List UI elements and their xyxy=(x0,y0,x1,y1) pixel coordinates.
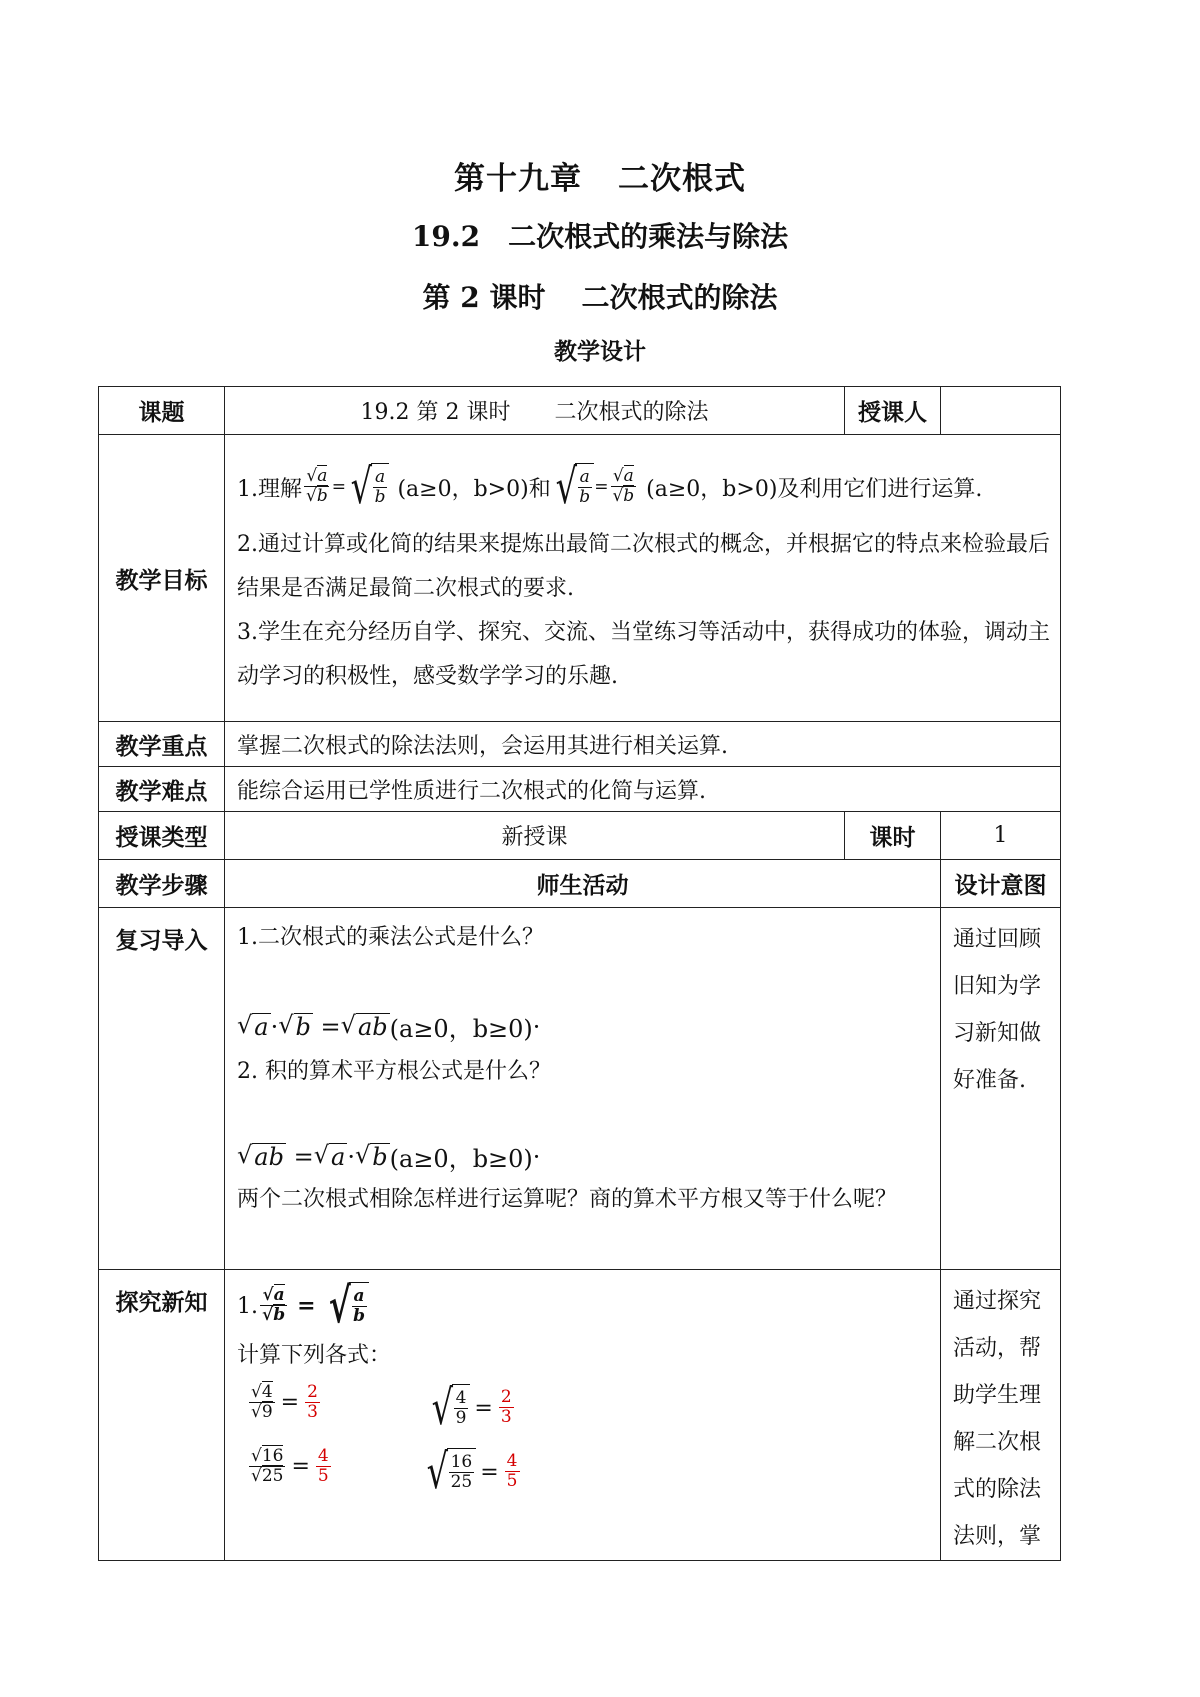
exercise-2-left: $\frac{√16}{√25}$ = $\frac{4}{5}$ xyxy=(251,1446,329,1486)
explore-row xyxy=(99,1270,1061,1561)
key-row xyxy=(99,722,1061,767)
formula-product-rule: √ a · √ b = √ ab (a≥0，b≥0) · xyxy=(237,1010,541,1043)
chapter-title: 第十九章 二次根式 xyxy=(454,161,746,197)
lesson-plan-table xyxy=(98,386,1061,1561)
review-content xyxy=(225,908,941,1270)
review-label: 复习导入 xyxy=(99,908,225,1270)
review-q3: 两个二次根式相除怎样进行运算呢？商的算术平方根又等于什么呢？ xyxy=(237,1187,898,1212)
goal-content xyxy=(225,435,1061,722)
steps-header-row xyxy=(99,860,1061,908)
explore-formula: 1. $\frac{√a}{√b}$ = √ $\frac{a}{b}$ xyxy=(237,1278,932,1334)
steps-label: 教学步骤 xyxy=(99,860,225,908)
topic-label: 课题 xyxy=(99,387,225,435)
goal-1: 1.理解 $\frac{√a}{√b}$ = √ $\frac{a}{b}$ (a≥0，b>0)和 √ $\frac{a}{b}$ = $\frac{√a}{√b}$ (a≥0，b>0)及利用它们进行运算. xyxy=(237,459,983,515)
type-value: 新授课 xyxy=(225,812,845,860)
goal-row xyxy=(99,435,1061,722)
goal-2: 2.通过计算或化简的结果来提炼出最简二次根式的概念，并根据它的特点来检验最后结果是否满足最简二次根式的要求. xyxy=(237,532,1050,601)
key-value: 掌握二次根式的除法法则，会运用其进行相关运算. xyxy=(225,722,1061,767)
difficult-row xyxy=(99,767,1061,812)
type-label: 授课类型 xyxy=(99,812,225,860)
review-q2: 2. 积的算术平方根公式是什么？ xyxy=(237,1059,551,1084)
difficult-label: 教学难点 xyxy=(99,767,225,812)
explore-content xyxy=(225,1270,941,1561)
intent-label: 设计意图 xyxy=(941,860,1061,908)
explore-compute-label: 计算下列各式： xyxy=(237,1343,392,1368)
review-q1: 1.二次根式的乘法公式是什么？ xyxy=(237,925,544,950)
teacher-label: 授课人 xyxy=(845,387,941,435)
review-intent: 通过回顾旧知为学习新知做好准备. xyxy=(941,908,1061,1270)
lesson-title: 第 2 课时 二次根式的除法 xyxy=(422,281,778,314)
topic-value: 19.2 第 2 课时 二次根式的除法 xyxy=(225,387,845,435)
formula-quotient-rule-reverse: √ $\frac{a}{b}$ = $\frac{√a}{√b}$ xyxy=(555,459,635,515)
review-row xyxy=(99,908,1061,1270)
exercise-1-right: √ $\frac{4}{9}$ = $\frac{2}{3}$ xyxy=(431,1380,512,1436)
difficult-value: 能综合运用已学性质进行二次根式的化简与运算. xyxy=(225,767,1061,812)
exercise-1-left: $\frac{√4}{√9}$ = $\frac{2}{3}$ xyxy=(251,1382,318,1422)
formula-quotient-rule: $\frac{√a}{√b}$ = √ $\frac{a}{b}$ xyxy=(302,463,389,511)
key-label: 教学重点 xyxy=(99,722,225,767)
formula-product-root: √ ab = √ a · √ b (a≥0，b≥0) · xyxy=(237,1140,541,1173)
goal-label: 教学目标 xyxy=(99,435,225,722)
hours-label: 课时 xyxy=(845,812,941,860)
explore-label: 探究新知 xyxy=(99,1270,225,1561)
goal-3: 3.学生在充分经历自学、探究、交流、当堂练习等活动中，获得成功的体验，调动主动学习的积极性，感受数学学习的乐趣. xyxy=(237,620,1050,689)
teacher-value xyxy=(941,387,1061,435)
type-row xyxy=(99,812,1061,860)
exercise-2-right: √ $\frac{16}{25}$ = $\frac{4}{5}$ xyxy=(426,1444,518,1500)
section-title: 19.2 二次根式的乘法与除法 xyxy=(411,220,789,253)
explore-intent: 通过探究活动，帮助学生理解二次根式的除法法则，掌 xyxy=(941,1270,1061,1561)
activity-label: 师生活动 xyxy=(225,860,941,908)
exercise-grid xyxy=(237,1378,932,1528)
hours-value: 1 xyxy=(941,812,1061,860)
topic-row xyxy=(99,387,1061,435)
doc-type-title: 教学设计 xyxy=(554,338,646,365)
